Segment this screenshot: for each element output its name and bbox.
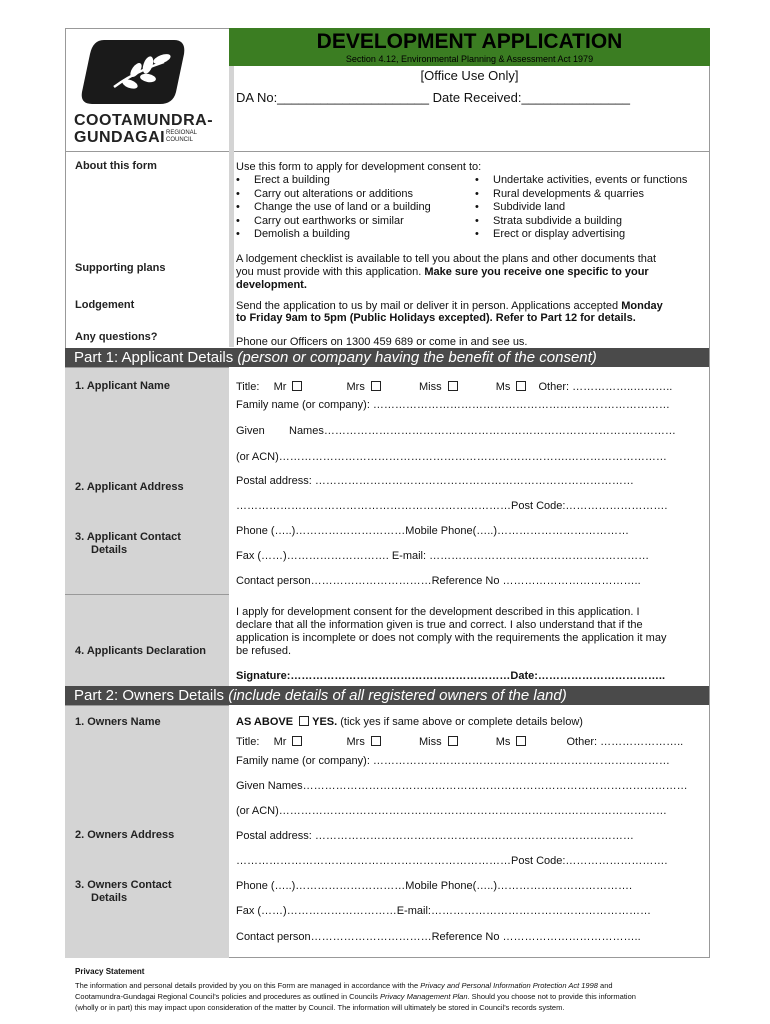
applicant-postal-field[interactable]: Postal address: …………………………………………………………………………… [236, 475, 634, 487]
office-use-label: [Office Use Only] [420, 68, 519, 83]
list-item: • Demolish a building [236, 228, 431, 242]
mr-label: Mr [273, 736, 287, 748]
privacy-plan-name: Privacy Management Plan [379, 992, 468, 1001]
title-label: Title: [236, 381, 260, 393]
mrs-checkbox[interactable] [371, 381, 381, 391]
lodgement-line1-text: Send the application to us by mail or deliver it in person. Applications accepted [236, 300, 622, 312]
about-sidebar [229, 151, 234, 347]
applicant-family-name[interactable]: Family name (or company): ……………………………………………………………………… [236, 399, 670, 411]
mr-checkbox[interactable] [292, 381, 302, 391]
applicant-postcode-field[interactable]: …………………………………………………………………Post Code:………………………. [236, 500, 668, 512]
part2-title: Part 2: Owners Details [74, 687, 229, 704]
list-item: • Carry out earthworks or similar [236, 215, 431, 229]
applicant-contact-person-field[interactable]: Contact person……………………………Reference No ……………………………….. [236, 575, 641, 587]
part2-title-italic: (include details of all registered owners of the land) [228, 687, 567, 704]
ms-label: Ms [495, 381, 511, 393]
miss-label: Miss [418, 736, 442, 748]
lodgement-line2: to Friday 9am to 5pm (Public Holidays excepted). Refer to Part 12 for details. [236, 312, 636, 324]
questions-text: Phone our Officers on 1300 459 689 or come in and see us. [236, 336, 528, 348]
da-number-line[interactable]: DA No:_____________________ Date Received:_______________ [236, 90, 630, 105]
logo-text-line2: GUNDAGAI [74, 129, 166, 146]
owners-address-label: 2. Owners Address [75, 829, 175, 841]
supporting-line3: development. [236, 279, 307, 291]
part1-heading [65, 348, 709, 367]
list-item: • Erect a building [236, 174, 431, 188]
privacy-line1-text: The information and personal details provided by you on this Form are managed in accordance with the [75, 981, 421, 990]
privacy-heading: Privacy Statement [75, 967, 145, 976]
as-above-label: AS ABOVE [236, 716, 294, 728]
applicant-given-label: Given [236, 425, 265, 437]
applicant-fax-email-field[interactable]: Fax (……)………………………. E-mail: …………………………………………………… [236, 550, 650, 562]
owner-given-names[interactable]: Given Names…………………………………………………………………………………………… [236, 780, 688, 792]
supporting-line1: A lodgement checklist is available to tell you about the plans and other documents that [236, 253, 657, 265]
miss-checkbox[interactable] [448, 381, 458, 391]
privacy-line3: (wholly or in part) this may impact upon consideration of the matter by Council. The information will ultimately be stored in Council's records system. [75, 1003, 565, 1012]
owner-family-name[interactable]: Family name (or company): ……………………………………………………………………… [236, 755, 670, 767]
privacy-line1-end: and [597, 981, 613, 990]
list-item: • Erect or display advertising [475, 228, 687, 242]
mrs-label: Mrs [346, 736, 365, 748]
declaration-line2: declare that all the information given is true and correct. I also understand that if the [236, 619, 643, 631]
mr-label: Mr [273, 381, 287, 393]
applicant-names-field[interactable]: Names…………………………………………………………………………………… [289, 425, 676, 437]
applicant-phone-field[interactable]: Phone (…..)…………………………Mobile Phone(…..)……………………………… [236, 525, 630, 537]
page-subtitle: Section 4.12, Environmental Planning & Assessment Act 1979 [345, 54, 594, 64]
applicant-acn-field[interactable]: (or ACN)…………………………………………………………………….……………………… [236, 451, 667, 463]
applicant-address-label: 2. Applicant Address [75, 481, 184, 493]
other-title-field[interactable]: Other: ………………….. [566, 736, 684, 748]
supporting-line2-text: you must provide with this application. [236, 266, 425, 278]
owners-name-label: 1. Owners Name [75, 716, 161, 728]
privacy-line1 [75, 981, 613, 990]
applicant-contact-label: 3. Applicant Contact [75, 531, 181, 543]
owners-contact-label: 3. Owners Contact [75, 879, 172, 891]
ms-checkbox[interactable] [516, 736, 526, 746]
signature-date-field[interactable]: Signature:……………………………………………………Date:…………………………….. [236, 670, 666, 682]
logo-text-line1: COOTAMUNDRA- [74, 112, 214, 129]
lodgement-line1-bold: Monday [621, 300, 663, 312]
mrs-label: Mrs [346, 381, 365, 393]
about-right-list [475, 174, 687, 242]
part2-heading [65, 686, 709, 705]
yes-note: (tick yes if same above or complete details below) [337, 716, 583, 728]
part1-sidebar-b [65, 594, 229, 687]
about-left-list [236, 174, 431, 242]
list-item: • Carry out alterations or additions [236, 188, 431, 202]
title-label: Title: [236, 736, 260, 748]
as-above-row [236, 716, 583, 728]
lodgement-line1 [236, 300, 663, 312]
part1-title-italic: (person or company having the benefit of the consent) [237, 349, 597, 366]
list-item: • Subdivide land [475, 201, 687, 215]
questions-label: Any questions? [75, 331, 158, 343]
about-label: About this form [75, 160, 157, 172]
page-title: DEVELOPMENT APPLICATION [316, 30, 623, 53]
applicant-declaration-label: 4. Applicants Declaration [75, 645, 207, 657]
applicant-name-label: 1. Applicant Name [75, 380, 170, 392]
header-divider [65, 151, 710, 152]
declaration-line4: be refused. [236, 645, 292, 657]
yes-label: YES. [312, 716, 338, 728]
about-intro: Use this form to apply for development consent to: [236, 161, 482, 173]
as-above-checkbox[interactable] [299, 716, 309, 726]
miss-label: Miss [418, 381, 442, 393]
applicant-title-row [236, 381, 672, 393]
logo-text-council: COUNCIL [166, 137, 194, 143]
title-bar [229, 28, 710, 66]
declaration-line3: application is incomplete or does not comply with the requirements the application it may [236, 632, 667, 644]
owner-contact-person-field[interactable]: Contact person……………………………Reference No ……………………………….. [236, 931, 641, 943]
supporting-line2 [236, 266, 649, 278]
part1-title: Part 1: Applicant Details [74, 349, 238, 366]
owner-phone-field[interactable]: Phone (…..)…………………………Mobile Phone(…..)………………………………. [236, 880, 633, 892]
applicant-contact-label-b: Details [91, 544, 128, 556]
list-item: • Rural developments & quarries [475, 188, 687, 202]
mr-checkbox[interactable] [292, 736, 302, 746]
declaration-line1: I apply for development consent for the development described in this application. I [236, 606, 640, 618]
privacy-act-name: Privacy and Personal Information Protection Act 1998 [420, 981, 598, 990]
council-logo [74, 32, 214, 147]
owner-fax-email-field[interactable]: Fax (……)…………………………E-mail:…………………………………………………… [236, 905, 651, 917]
other-title-field[interactable]: Other: ……………..……….. [538, 381, 673, 393]
logo-text-regional: REGIONAL [166, 130, 198, 136]
privacy-line2-end: . Should you choose not to provide this information [467, 992, 636, 1001]
list-item: • Change the use of land or a building [236, 201, 431, 215]
miss-checkbox[interactable] [448, 736, 458, 746]
list-item: • Undertake activities, events or functions [475, 174, 687, 188]
lodgement-label: Lodgement [75, 299, 135, 311]
owner-postcode-field[interactable]: …………………………………………………………………Post Code:………………………. [236, 855, 668, 867]
supporting-label: Supporting plans [75, 262, 166, 274]
list-item: • Strata subdivide a building [475, 215, 687, 229]
privacy-line2 [75, 992, 636, 1001]
owners-contact-label-b: Details [91, 892, 128, 904]
owner-title-row [236, 736, 683, 748]
ms-checkbox[interactable] [516, 381, 526, 391]
owner-postal-field[interactable]: Postal address: …………………………………………………………………………… [236, 830, 634, 842]
ms-label: Ms [495, 736, 511, 748]
mrs-checkbox[interactable] [371, 736, 381, 746]
supporting-line2-bold: Make sure you receive one specific to your [424, 266, 649, 278]
owner-acn-field[interactable]: (or ACN)…………………………………………………………………….……………………… [236, 805, 667, 817]
privacy-line2-text: Cootamundra-Gundagai Regional Council's policies and procedures as outlined in Councils [75, 992, 380, 1001]
